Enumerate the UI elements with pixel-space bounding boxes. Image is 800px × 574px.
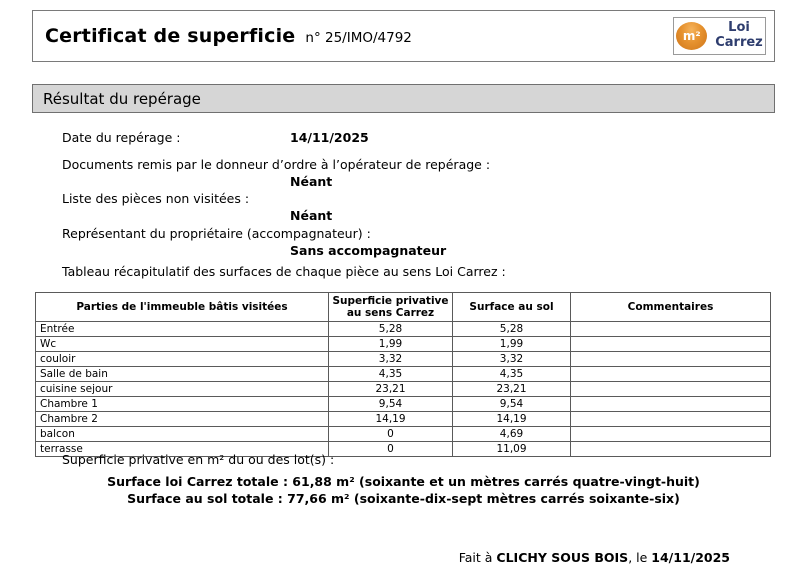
cell-sol: 9,54 xyxy=(453,397,571,412)
field-label: Représentant du propriétaire (accompagnateur) : xyxy=(62,226,371,241)
document-number: n° 25/IMO/4792 xyxy=(305,30,412,46)
cell-sol: 14,19 xyxy=(453,412,571,427)
cell-piece-name: balcon xyxy=(36,427,329,442)
table-row xyxy=(36,397,771,412)
cell-comment xyxy=(571,412,771,427)
total-surface-sol: Surface au sol totale : 77,66 m² (soixante-dix-sept mètres carrés soixante-six) xyxy=(127,491,680,506)
cell-comment xyxy=(571,427,771,442)
total-loi-carrez: Surface loi Carrez totale : 61,88 m² (soixante et un mètres carrés quatre-vingt-huit) xyxy=(107,474,700,489)
column-header-surface-sol: Surface au sol xyxy=(453,293,571,322)
cell-piece-name: couloir xyxy=(36,352,329,367)
m2-icon: m² xyxy=(676,22,707,50)
column-header-commentaires: Commentaires xyxy=(571,293,771,322)
cell-comment xyxy=(571,337,771,352)
footer-date: 14/11/2025 xyxy=(651,550,730,565)
section-header-resultat xyxy=(32,84,775,113)
cell-comment xyxy=(571,322,771,337)
surfaces-table xyxy=(35,292,771,457)
table-row xyxy=(36,337,771,352)
cell-carrez: 3,32 xyxy=(329,352,453,367)
section-title: Résultat du repérage xyxy=(43,89,201,108)
cell-comment xyxy=(571,352,771,367)
cell-carrez: 0 xyxy=(329,427,453,442)
field-value: Sans accompagnateur xyxy=(290,243,447,258)
field-pieces-non-visitees xyxy=(62,191,772,224)
field-value: Néant xyxy=(290,208,333,223)
cell-piece-name: Salle de bain xyxy=(36,367,329,382)
cell-piece-name: terrasse xyxy=(36,442,329,457)
logo-text-line1: Loi xyxy=(728,20,750,36)
table-row xyxy=(36,382,771,397)
cell-piece-name: Entrée xyxy=(36,322,329,337)
cell-carrez: 0 xyxy=(329,442,453,457)
cell-piece-name: Chambre 1 xyxy=(36,397,329,412)
logo-text xyxy=(715,21,763,50)
document-header xyxy=(32,10,775,62)
table-row xyxy=(36,412,771,427)
logo-text-line2: Carrez xyxy=(715,35,763,50)
cell-comment xyxy=(571,382,771,397)
totals-intro: Superficie privative en m² du ou des lot(s) : xyxy=(62,452,335,467)
column-header-superficie-carrez: Superficie privative au sens Carrez xyxy=(329,293,453,322)
field-label: Liste des pièces non visitées : xyxy=(62,191,250,206)
cell-sol: 11,09 xyxy=(453,442,571,457)
cell-piece-name: Chambre 2 xyxy=(36,412,329,427)
cell-sol: 23,21 xyxy=(453,382,571,397)
cell-carrez: 14,19 xyxy=(329,412,453,427)
field-documents-remis xyxy=(62,157,772,190)
field-label: Documents remis par le donneur d’ordre à l’opérateur de repérage : xyxy=(62,157,491,172)
cell-sol: 5,28 xyxy=(453,322,571,337)
cell-sol: 1,99 xyxy=(453,337,571,352)
cell-carrez: 1,99 xyxy=(329,337,453,352)
loi-carrez-logo xyxy=(673,17,766,55)
cell-sol: 4,69 xyxy=(453,427,571,442)
table-row xyxy=(36,367,771,382)
table-row xyxy=(36,427,771,442)
field-date-reperage xyxy=(62,130,772,146)
footer-middle: , le xyxy=(628,550,652,565)
table-row xyxy=(36,322,771,337)
cell-sol: 3,32 xyxy=(453,352,571,367)
table-row xyxy=(36,352,771,367)
field-representant-proprietaire xyxy=(62,226,772,259)
cell-carrez: 4,35 xyxy=(329,367,453,382)
footer-place-date xyxy=(0,550,730,565)
field-value: Néant xyxy=(290,174,333,189)
cell-comment xyxy=(571,397,771,412)
document-title: Certificat de superficie xyxy=(45,25,296,47)
column-header-parties: Parties de l'immeuble bâtis visitées xyxy=(36,293,329,322)
field-value: 14/11/2025 xyxy=(290,130,369,145)
cell-carrez: 9,54 xyxy=(329,397,453,412)
field-label: Tableau récapitulatif des surfaces de chaque pièce au sens Loi Carrez : xyxy=(62,264,506,279)
cell-carrez: 5,28 xyxy=(329,322,453,337)
title-group xyxy=(45,25,412,47)
table-header-row xyxy=(36,293,771,322)
cell-comment xyxy=(571,442,771,457)
cell-carrez: 23,21 xyxy=(329,382,453,397)
footer-city: CLICHY SOUS BOIS xyxy=(496,550,629,565)
cell-piece-name: cuisine sejour xyxy=(36,382,329,397)
cell-piece-name: Wc xyxy=(36,337,329,352)
footer-prefix: Fait à xyxy=(458,550,497,565)
totals-lines xyxy=(32,473,775,507)
field-tableau-intro xyxy=(62,264,772,280)
cell-sol: 4,35 xyxy=(453,367,571,382)
field-label: Date du repérage : xyxy=(62,130,181,145)
cell-comment xyxy=(571,367,771,382)
